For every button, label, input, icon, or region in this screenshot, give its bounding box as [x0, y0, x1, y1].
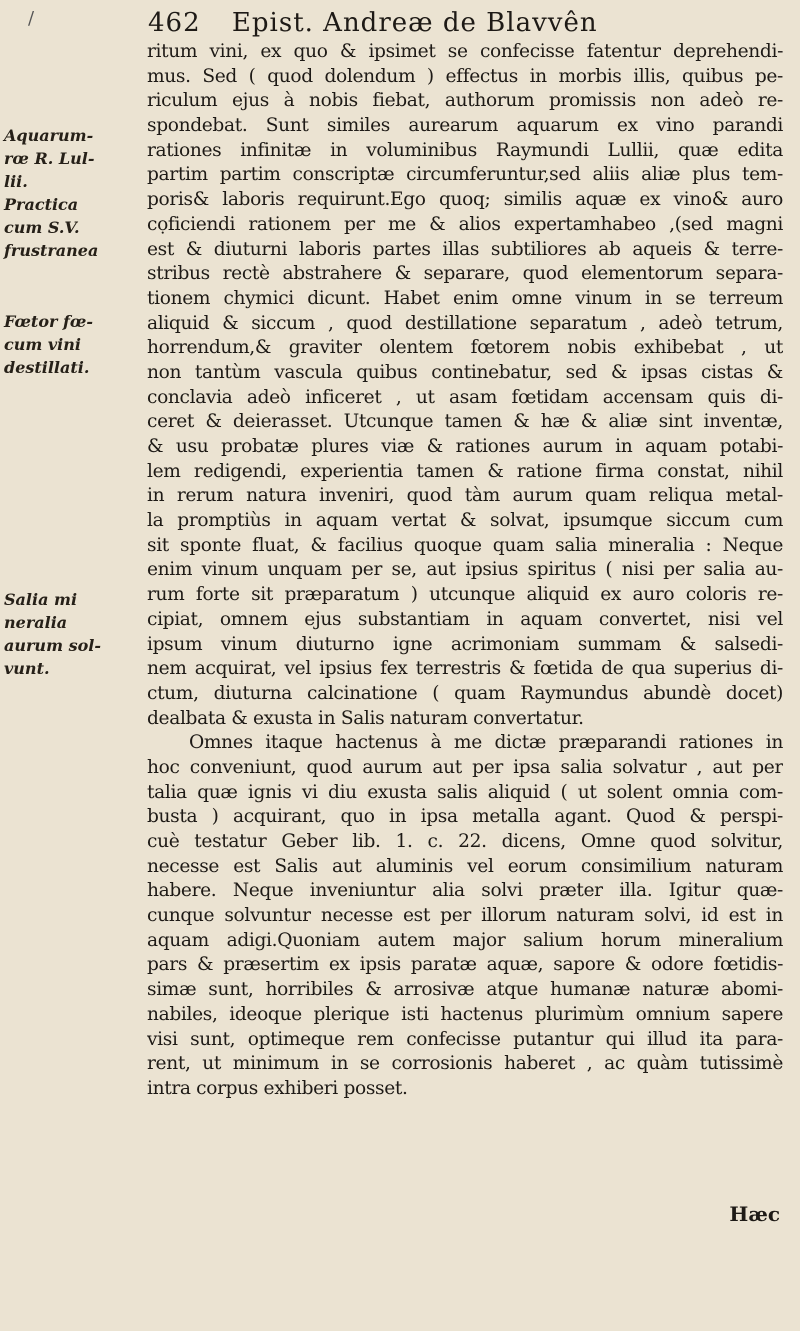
text-line: cọficiendi rationem per me & alios expertamhabeo ,(sed magni	[147, 213, 783, 235]
text-line: stribus rectè abstrahere & separare, quod elementorum separa-	[147, 263, 783, 285]
text-line: habere. Neque inveniuntur alia solvi præter illa. Igitur quæ-	[147, 880, 783, 902]
margin-note-aquarum	[4, 124, 142, 262]
text-line: necesse est Salis aut aluminis vel eorum consimilium naturam	[147, 855, 783, 877]
text-line: & usu probatæ plures viæ & rationes aurum in aquam potabi-	[147, 436, 783, 457]
text-line: mus. Sed ( quod dolendum ) effectus in morbis illis, quibus pe-	[147, 65, 783, 87]
text-line: in rerum natura inveniri, quod tàm aurum quam reliqua metal-	[147, 485, 783, 507]
text-line: busta ) acquirant, quo in ipsa metalla agant. Quod & perspi-	[147, 806, 783, 828]
text-line: aliquid & siccum , quod destillatione separatum , adeò tetrum,	[147, 312, 783, 334]
text-line: est & diuturni laboris partes illas subtiliores ab aqueis & terre-	[147, 238, 783, 260]
text-line: poris& laboris requirunt.Ego quoq; similis aquæ ex vino& auro	[147, 189, 783, 211]
text-line: sit sponte fluat, & facilius quoque quam salia mineralia : Neque	[147, 534, 783, 556]
text-line: nabiles, ideoque plerique isti hactenus plurimùm omnium sapere	[147, 1003, 783, 1025]
text-line: dealbata & exusta in Salis naturam convertatur.	[147, 707, 584, 729]
text-line: tionem chymici dicunt. Habet enim omne vinum in se terreum	[147, 287, 783, 309]
text-line: intra corpus exhiberi posset.	[147, 1077, 408, 1099]
text-line: ritum vini, ex quo & ipsimet se confecisse fatentur deprehendi-	[147, 41, 783, 62]
margin-note-line: cum S.V.	[4, 218, 80, 237]
text-line: rum forte sit præparatum ) utcunque aliquid ex auro coloris re-	[147, 584, 783, 606]
text-line: spondebat. Sunt similes aurearum aquarum ex vino parandi	[147, 115, 783, 137]
margin-note-line: Salia mi	[4, 590, 78, 609]
text-line: Omnes itaque hactenus à me dictæ præparandi rationes in	[189, 732, 783, 754]
text-line: la promptiùs in aquam vertat & solvat, ipsumque siccum cum	[147, 510, 783, 532]
margin-note-line: aurum sol-	[4, 636, 101, 655]
margin-note-line: vunt.	[4, 659, 50, 678]
text-line: cunque solvuntur necesse est per illorum naturam solvi, id est in	[147, 905, 783, 927]
margin-note-line: neralia	[4, 613, 68, 632]
corner-mark: /	[28, 8, 35, 29]
text-line: visi sunt, optimeque rem confecisse putantur qui illud ita para-	[147, 1028, 783, 1050]
page-number: 462	[148, 8, 201, 38]
margin-notes	[0, 0, 140, 1331]
text-line: rationes infinitæ in voluminibus Raymundi Lullii, quæ edita	[147, 139, 783, 161]
text-line: simæ sunt, horribiles & arrosivæ atque humanæ naturæ abomi-	[147, 979, 783, 1001]
margin-note-line: rœ R. Lul-	[4, 149, 95, 168]
text-line: ipsum vinum diuturno igne acrimoniam summam & salsedi-	[147, 633, 783, 655]
text-line: cipiat, omnem ejus substantiam in aquam convertet, nisi vel	[147, 608, 783, 630]
margin-note-line: cum vini	[4, 335, 81, 354]
margin-note-line: lii.	[4, 172, 28, 191]
text-line: riculum ejus à nobis fiebat, authorum promissis non adeò re-	[147, 90, 783, 112]
margin-note-line: Aquarum-	[4, 126, 94, 145]
text-line: lem redigendi, experientia tamen & ratione firma constat, nihil	[147, 460, 783, 482]
text-line: non tantùm vascula quibus continebatur, sed & ipsas cistas &	[147, 361, 783, 383]
text-line: enim vinum unquam per se, aut ipsius spiritus ( nisi per salia au-	[147, 559, 783, 581]
page-header	[148, 8, 768, 44]
body-text	[147, 40, 783, 1102]
margin-note-line: destillati.	[4, 358, 90, 377]
text-line: partim partim conscriptæ circumferuntur,sed aliis aliæ plus tem-	[147, 164, 783, 186]
text-line: ceret & deierasset. Utcunque tamen & hæ & aliæ sint inventæ,	[147, 411, 783, 433]
margin-note-line: Fœtor fœ-	[4, 312, 93, 331]
margin-note-foetor	[4, 310, 142, 379]
text-line: aquam adigi.Quoniam autem major salium horum mineralium	[147, 929, 783, 951]
margin-note-line: Practica	[4, 195, 79, 214]
margin-note-salia	[4, 588, 142, 680]
text-line: rent, ut minimum in se corrosionis haberet , ac quàm tutissimè	[147, 1053, 783, 1075]
text-line: ctum, diuturna calcinatione ( quam Raymundus abundè docet)	[147, 682, 783, 704]
margin-note-line: frustranea	[4, 241, 99, 260]
text-line: talia quæ ignis vi diu exusta salis aliquid ( ut solent omnia com-	[147, 781, 783, 803]
text-line: pars & præsertim ex ipsis paratæ aquæ, sapore & odore fœtidis-	[147, 954, 783, 976]
text-line: hoc conveniunt, quod aurum aut per ipsa salia solvatur , aut per	[147, 756, 783, 778]
catchword: Hæc	[729, 1202, 780, 1226]
text-line: horrendum,& graviter olentem fœtorem nobis exhibebat , ut	[147, 337, 783, 359]
text-line: cuè testatur Geber lib. 1. c. 22. dicens, Omne quod solvitur,	[147, 831, 783, 852]
running-title: Epist. Andreæ de Blavvên	[231, 8, 598, 38]
text-line: conclavia adeò inficeret , ut asam fœtidam accensam quis di-	[147, 386, 783, 408]
text-line: nem acquirat, vel ipsius fex terrestris & fœtida de qua superius di-	[147, 658, 783, 680]
